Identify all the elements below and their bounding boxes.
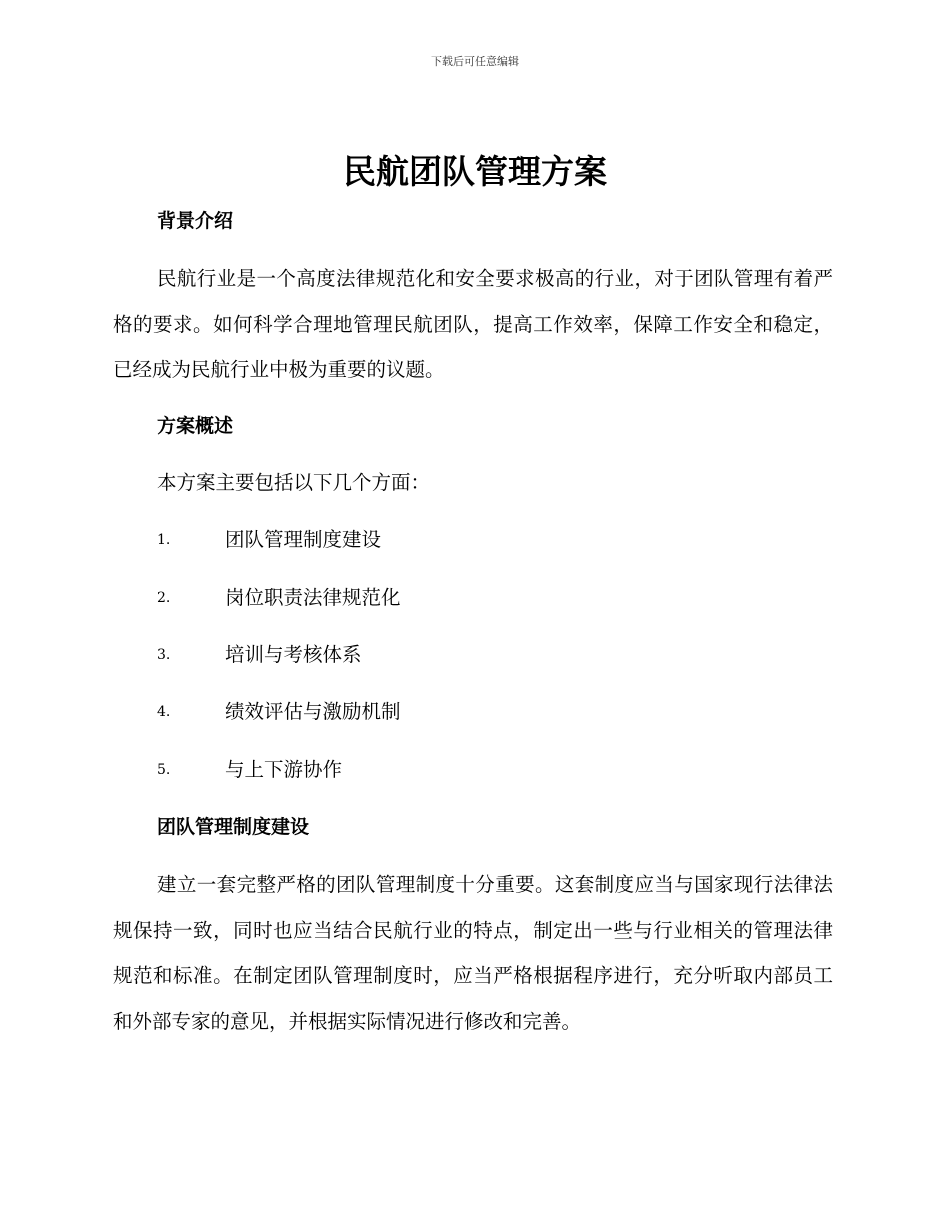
section-heading-background: 背景介绍 xyxy=(157,210,234,232)
paragraph-system: 建立一套完整严格的团队管理制度十分重要。这套制度应当与国家现行法律法规保持一致，同时也应当结合民航行业的特点，制定出一些与行业相关的管理法律规范和标准。在制定团队管理制度时，应当严格根据程序进行，充分听取内部员工和外部专家的意见，并根据实际情况进行修改和完善。 xyxy=(113,873,833,1033)
list-item-number: 2. xyxy=(157,590,171,606)
section-heading-overview: 方案概述 xyxy=(157,415,234,437)
list-item-number: 5. xyxy=(157,762,171,778)
list-item xyxy=(157,526,657,554)
list-item-number: 4. xyxy=(157,704,171,720)
list-item xyxy=(157,584,657,612)
list-item xyxy=(157,698,657,726)
overview-intro: 本方案主要包括以下几个方面： xyxy=(157,471,431,494)
list-item-text: 与上下游协作 xyxy=(225,758,343,781)
header-note: 下载后可任意编辑 xyxy=(431,55,519,68)
list-item xyxy=(157,641,657,669)
section-heading-system: 团队管理制度建设 xyxy=(157,816,310,838)
list-item-number: 3. xyxy=(157,647,171,663)
paragraph-background: 民航行业是一个高度法律规范化和安全要求极高的行业，对于团队管理有着严格的要求。如何科学合理地管理民航团队，提高工作效率，保障工作安全和稳定，已经成为民航行业中极为重要的议题。 xyxy=(113,267,833,381)
list-item-text: 团队管理制度建设 xyxy=(225,528,382,551)
list-item xyxy=(157,756,657,784)
list-item-text: 培训与考核体系 xyxy=(225,643,362,666)
document-title: 民航团队管理方案 xyxy=(343,152,607,191)
list-item-number: 1. xyxy=(157,532,171,548)
list-item-text: 绩效评估与激励机制 xyxy=(225,700,401,723)
list-item-text: 岗位职责法律规范化 xyxy=(225,586,401,609)
